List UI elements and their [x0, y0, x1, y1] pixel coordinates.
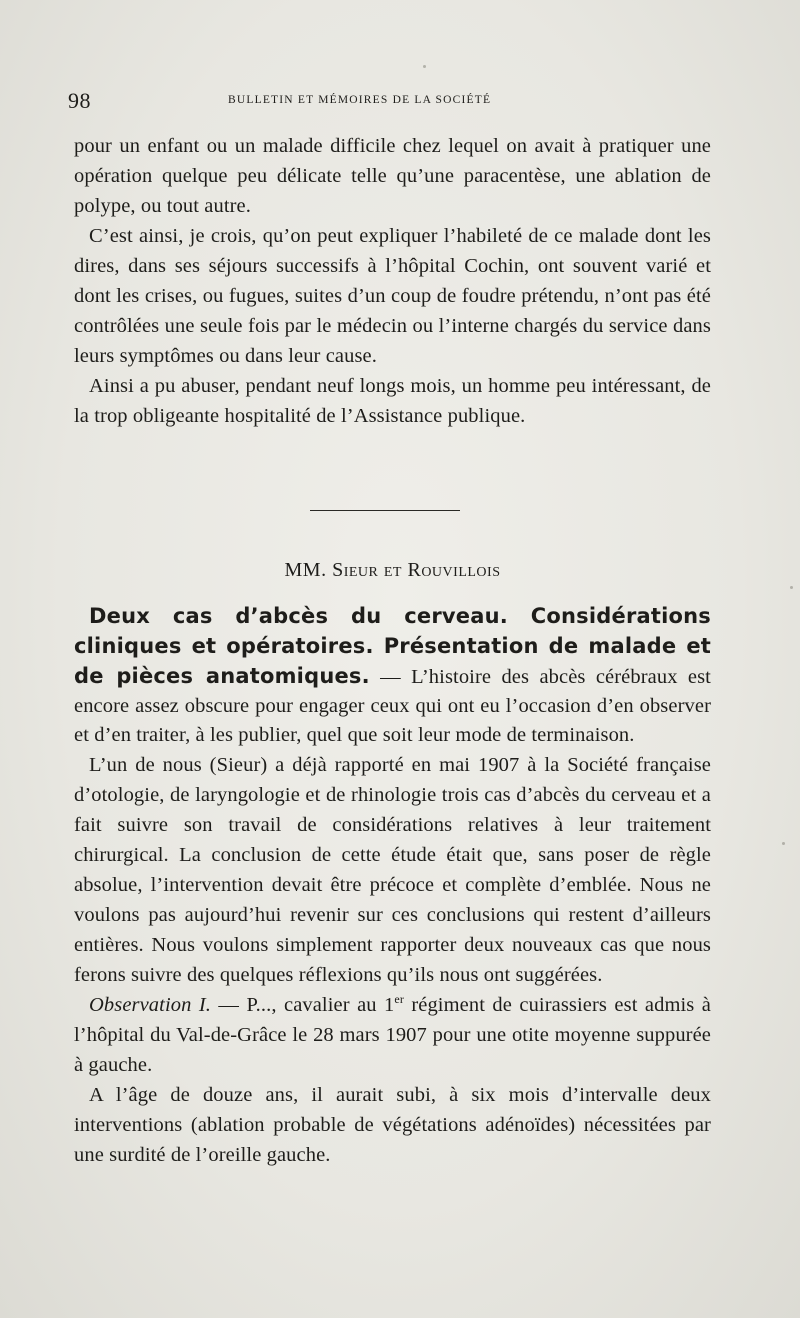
paragraph-sieur: L’un de nous (Sieur) a déjà rapporté en mai 1907 à la Société française d’otologie, de laryngologie et de rhinologie trois cas d’abcès du cerveau et a fait suivre son travail de considérations relatives à leur traitement chirurgical. La conclusion de cette étude était que, sans poser de règle absolue, l’intervention devait être précoce et complète d’emblée. Nous ne voulons pas aujourd’hui revenir sur ces conclusions qui restent d’ailleurs entières. Nous voulons simplement rapporter deux nouveaux cas que nous ferons suivre des quelques réflexions qu’ils nous ont suggérées. — [74, 754, 711, 986]
authors-prefix: MM. — [284, 559, 327, 581]
top-text-block — [74, 131, 711, 431]
running-head — [68, 88, 713, 118]
page-number: 98 — [68, 88, 91, 113]
article-title: Deux cas d’abcès du cerveau. Considérations cliniques et opératoires. Présentation de malade et de pièces anatomiques. — [74, 604, 711, 688]
authors-names: Sieur et Rouvillois — [332, 559, 501, 581]
article-opening-paragraph — [74, 602, 711, 750]
running-title: BULLETIN ET MÉMOIRES DE LA SOCIÉTÉ — [228, 94, 492, 106]
paragraph-age: A l’âge de douze ans, il aurait subi, à six mois d’intervalle deux interventions (ablation probable de végétations adénoïdes) nécessitées par une surdité de l’oreille gauche. — [74, 1084, 711, 1166]
section-divider — [310, 510, 460, 511]
observation-label: Observation I. — [89, 994, 212, 1016]
observation-text-a: — P..., cavalier au 1 — [211, 994, 395, 1016]
paper-speck — [790, 586, 793, 589]
paragraph-habilete: C’est ainsi, je crois, qu’on peut expliquer l’habileté de ce malade dont les dires, dans ses séjours successifs à l’hôpital Cochin, ont souvent varié et dont les crises, ou fugues, suites d’un coup de foudre prétendu, n’ont pas été contrôlées une seule fois par le médecin ou l’interne chargés du service dans leurs symptômes ou dans leur cause. — [74, 225, 711, 367]
paper-speck — [423, 65, 426, 68]
paragraph-observation — [74, 990, 711, 1080]
paper-speck — [782, 842, 785, 845]
paragraph-continuation: pour un enfant ou un malade difficile chez lequel on avait à pratiquer une opération quelque peu délicate telle qu’une paracentèse, une ablation de polype, ou tout autre. — [74, 135, 711, 217]
article-intro: — L’histoire des abcès cérébraux est encore assez obscure pour engager ceux qui ont eu l’occasion d’en observer et d’en traiter, à les publier, quel que soit leur mode de terminaison. — [74, 666, 711, 746]
observation-superscript: er — [394, 992, 404, 1007]
observation-text-b: régiment de cuirassiers est admis à l’hôpital du Val-de-Grâce le 28 mars 1907 pour une otite moyenne suppurée à gauche. — [74, 994, 711, 1076]
authors-line — [74, 559, 711, 582]
paragraph-abuser: Ainsi a pu abuser, pendant neuf longs mois, un homme peu intéressant, de la trop obligeante hospitalité de l’Assistance publique. — [74, 375, 711, 427]
article-text-block — [74, 602, 711, 1170]
